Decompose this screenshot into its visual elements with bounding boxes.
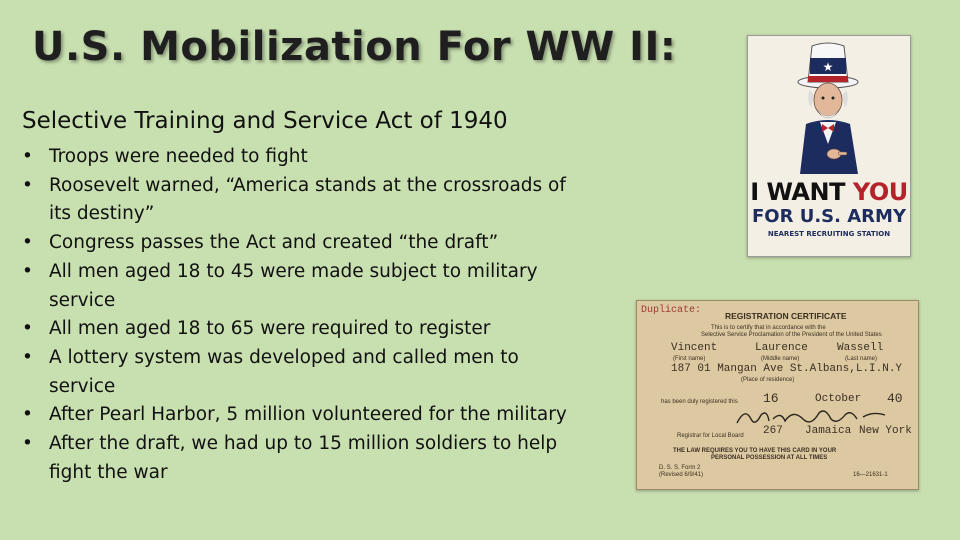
card-form: D. S. S. Form 2: [659, 465, 701, 471]
card-board-city: Jamaica: [805, 425, 852, 437]
uncle-sam-poster: [747, 35, 911, 257]
card-revised: (Revised 6/9/41): [659, 472, 704, 478]
card-law-line: THE LAW REQUIRES YOU TO HAVE THIS CARD IN YOUR: [673, 448, 837, 454]
card-address: 187 01 Mangan Ave St.Albans,L.I.N.Y: [671, 363, 903, 375]
registration-certificate: [636, 300, 919, 490]
poster-footer: NEAREST RECRUITING STATION: [767, 230, 891, 238]
card-middle-name: Laurence: [755, 342, 808, 354]
bullet-item: • Roosevelt warned, “America stands at the crossroads of its destiny”: [22, 172, 582, 229]
slide-title: U.S. Mobilization For WW II:: [32, 24, 677, 70]
card-last-name: Wassell: [837, 342, 884, 354]
bullet-item: • All men aged 18 to 45 were made subject to military service: [22, 258, 582, 315]
bullet-item: • All men aged 18 to 65 were required to register: [22, 315, 582, 344]
card-board-state: New York: [859, 425, 912, 437]
poster-subline: FOR U.S. ARMY: [752, 206, 906, 227]
card-day: 16: [763, 391, 779, 406]
slide-subtitle: Selective Training and Service Act of 1940: [22, 108, 508, 134]
bullet-item: • Congress passes the Act and created “the draft”: [22, 229, 582, 258]
bullet-item: • After the draft, we had up to 15 million soldiers to help fight the war: [22, 430, 582, 487]
card-registered-text: has been duly registered this: [661, 399, 738, 405]
card-certify-line: This is to certify that in accordance with the: [711, 325, 826, 331]
card-first-name: Vincent: [671, 342, 718, 354]
card-year: 40: [887, 391, 903, 406]
card-address-label: (Place of residence): [741, 377, 795, 383]
bullet-item: • After Pearl Harbor, 5 million volunteered for the military: [22, 401, 582, 430]
card-first-label: (First name): [673, 356, 706, 362]
card-certify-line: Selective Service Proclamation of the President of the United States: [701, 332, 882, 338]
bullet-list: [22, 143, 582, 487]
card-duplicate-label: Duplicate:: [641, 305, 702, 316]
card-month: October: [815, 393, 862, 405]
uncle-sam-illustration: [748, 36, 910, 176]
bullet-item: • Troops were needed to fight: [22, 143, 582, 172]
card-middle-label: (Middle name): [761, 356, 800, 362]
bullet-item: • A lottery system was developed and called men to service: [22, 344, 582, 401]
svg-text:★: ★: [822, 60, 834, 74]
poster-headline: I WANT YOU: [750, 178, 908, 206]
card-form-number: 16—21631-1: [853, 472, 888, 478]
card-registrar-label: Registrar for Local Board: [677, 433, 744, 439]
card-board-no: 267: [763, 425, 783, 437]
card-heading: REGISTRATION CERTIFICATE: [725, 311, 847, 321]
card-last-label: (Last name): [845, 356, 878, 362]
card-law-line: PERSONAL POSSESSION AT ALL TIMES: [711, 455, 828, 461]
